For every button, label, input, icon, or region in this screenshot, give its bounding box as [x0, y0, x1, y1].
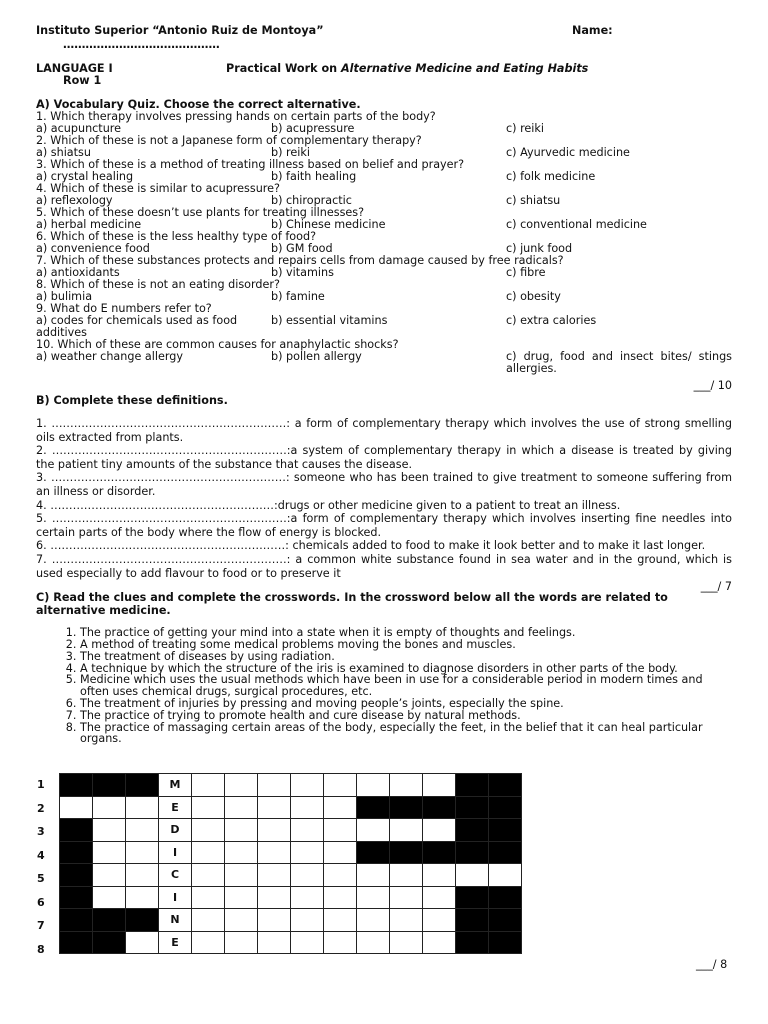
crossword-blocked-cell	[423, 796, 456, 819]
crossword-grid	[59, 773, 522, 954]
crossword-blocked-cell	[456, 796, 489, 819]
crossword-key-letter: E	[159, 931, 192, 954]
crossword-blocked-cell	[456, 909, 489, 932]
worksheet	[36, 24, 732, 745]
crossword-blocked-cell	[126, 909, 159, 932]
crossword-cell[interactable]	[390, 909, 423, 932]
option-c: c) junk food	[506, 242, 573, 255]
crossword-blocked-cell	[93, 909, 126, 932]
option-a: a) bulimia	[36, 290, 93, 303]
quiz-question: 3. Which of these is a method of treating illness based on belief and prayer?	[36, 158, 465, 171]
crossword-key-letter: M	[159, 774, 192, 797]
crossword-row	[60, 841, 522, 864]
option-b: b) reiki	[271, 146, 310, 159]
crossword-cell[interactable]	[93, 886, 126, 909]
quiz-question: 5. Which of these doesn’t use plants for treating illnesses?	[36, 206, 365, 219]
crossword-cell[interactable]	[291, 909, 324, 932]
crossword-cell[interactable]	[192, 886, 225, 909]
crossword-cell[interactable]	[291, 796, 324, 819]
crossword-blocked-cell	[423, 841, 456, 864]
crossword-blocked-cell	[456, 841, 489, 864]
crossword-cell[interactable]	[258, 819, 291, 842]
clue-item: 4. A technique by which the structure of the iris is examined to diagnose disorders in other parts of the body.	[80, 663, 732, 675]
option-c: c) folk medicine	[506, 170, 596, 183]
crossword-row	[60, 819, 522, 842]
crossword-cell[interactable]	[390, 931, 423, 954]
clue-item: 5. Medicine which uses the usual methods which have been in use for a considerable period in modern times and often uses chemical drugs, surgical procedures, etc.	[80, 674, 732, 698]
crossword-cell[interactable]	[93, 841, 126, 864]
option-a: a) acupuncture	[36, 122, 122, 135]
quiz-question: 8. Which of these is not an eating disorder?	[36, 278, 280, 291]
clue-item: 6. The treatment of injuries by pressing and moving people’s joints, especially the spine.	[80, 698, 732, 710]
section-b-score: ___/ 7	[700, 580, 732, 594]
crossword-blocked-cell	[456, 774, 489, 797]
clue-item: 8. The practice of massaging certain areas of the body, especially the feet, in the belief that it can heal particular organs.	[80, 722, 732, 746]
crossword-cell[interactable]	[357, 931, 390, 954]
crossword-row-number: 4	[37, 848, 45, 862]
crossword-blocked-cell	[456, 931, 489, 954]
crossword-cell[interactable]	[357, 774, 390, 797]
crossword-blocked-cell	[357, 841, 390, 864]
option-a: a) convenience food	[36, 242, 150, 255]
crossword-cell[interactable]	[390, 819, 423, 842]
definitions-list	[36, 417, 732, 580]
option-b: b) faith healing	[271, 170, 357, 183]
clue-list	[36, 627, 732, 745]
crossword-key-letter: E	[159, 796, 192, 819]
option-c: c) Ayurvedic medicine	[506, 146, 630, 159]
crossword-cell[interactable]	[324, 909, 357, 932]
crossword-blocked-cell	[60, 774, 93, 797]
course-name: LANGUAGE I	[36, 62, 113, 75]
option-b: b) famine	[271, 290, 325, 303]
name-line: ……………………………………	[63, 38, 220, 51]
crossword-cell[interactable]	[357, 909, 390, 932]
crossword-cell[interactable]	[93, 864, 126, 887]
option-c: c) obesity	[506, 290, 561, 303]
row-label: Row 1	[63, 74, 102, 87]
crossword-cell[interactable]	[126, 841, 159, 864]
crossword-blocked-cell	[126, 774, 159, 797]
definition-item: 7. ………………………………………………………: a common white substance found in sea water and in the ground, which is used especially to add flavour to food or to preserve it	[36, 552, 732, 580]
quiz-question: 7. Which of these substances protects and repairs cells from damage caused by free radicals?	[36, 254, 564, 267]
section-c-heading: C) Read the clues and complete the crosswords. In the crossword below all the words are related to alternative medicine.	[36, 591, 668, 618]
crossword-cell[interactable]	[291, 864, 324, 887]
option-b: b) essential vitamins	[271, 314, 388, 327]
crossword-key-letter: D	[159, 819, 192, 842]
crossword-cell[interactable]	[93, 796, 126, 819]
crossword-cell[interactable]	[192, 774, 225, 797]
option-a: a) crystal healing	[36, 170, 134, 183]
option-c: c) fibre	[506, 266, 546, 279]
option-c: c) shiatsu	[506, 194, 561, 207]
crossword-row	[60, 774, 522, 797]
crossword-cell[interactable]	[291, 886, 324, 909]
crossword-row-number: 1	[37, 778, 45, 791]
crossword-cell[interactable]	[390, 774, 423, 797]
crossword-blocked-cell	[357, 796, 390, 819]
definition-item: 6. ………………………………………………………: chemicals added to food to make it look better and to make it last longer.	[36, 539, 706, 553]
crossword-cell[interactable]	[258, 841, 291, 864]
option-b: b) vitamins	[271, 266, 334, 279]
crossword-row-number: 3	[37, 825, 45, 838]
crossword-cell[interactable]	[390, 864, 423, 887]
crossword-cell[interactable]	[423, 864, 456, 887]
definition-item: 5. ………………………………………………………:a form of complementary therapy which involves inserting fine needles into certain parts of the body where the flow of energy is blocked.	[36, 512, 732, 539]
option-a: a) shiatsu	[36, 146, 91, 159]
crossword-cell[interactable]	[324, 864, 357, 887]
page-title	[226, 62, 588, 75]
crossword-cell[interactable]	[93, 819, 126, 842]
crossword-key-letter: I	[159, 841, 192, 864]
quiz-list	[36, 111, 732, 375]
quiz-question: 4. Which of these is similar to acupressure?	[36, 182, 280, 195]
crossword-blocked-cell	[60, 841, 93, 864]
crossword-cell[interactable]	[192, 819, 225, 842]
crossword-cell[interactable]	[423, 931, 456, 954]
definition-item: 3. ………………………………………………………: someone who has been trained to give treatment to someone suffering from an illness or disorder.	[36, 471, 732, 498]
crossword-cell[interactable]	[192, 909, 225, 932]
crossword-cell[interactable]	[456, 864, 489, 887]
crossword-blocked-cell	[60, 931, 93, 954]
crossword-blocked-cell	[456, 886, 489, 909]
crossword-cell[interactable]	[423, 909, 456, 932]
header-line-2	[36, 62, 732, 74]
crossword-cell[interactable]	[258, 886, 291, 909]
crossword-blocked-cell	[489, 841, 522, 864]
crossword-blocked-cell	[60, 909, 93, 932]
crossword-cell[interactable]	[126, 864, 159, 887]
quiz-question: 6. Which of these is the less healthy type of food?	[36, 230, 317, 243]
quiz-question: 2. Which of these is not a Japanese form of complementary therapy?	[36, 134, 422, 147]
crossword-blocked-cell	[390, 796, 423, 819]
crossword-blocked-cell	[489, 796, 522, 819]
crossword-cell[interactable]	[489, 864, 522, 887]
crossword-cell[interactable]	[390, 886, 423, 909]
crossword-key-letter: C	[159, 864, 192, 887]
crossword-row	[60, 796, 522, 819]
name-label: Name:	[572, 24, 613, 37]
crossword-blocked-cell	[390, 841, 423, 864]
quiz-question: 10. Which of these are common causes for anaphylactic shocks?	[36, 338, 399, 351]
crossword-cell[interactable]	[258, 796, 291, 819]
crossword-cell[interactable]	[357, 864, 390, 887]
crossword-key-letter: N	[159, 909, 192, 932]
crossword-cell[interactable]	[126, 819, 159, 842]
crossword-cell[interactable]	[324, 841, 357, 864]
title-prefix: Practical Work on	[226, 62, 342, 75]
option-a: a) antioxidants	[36, 266, 120, 279]
crossword-cell[interactable]	[225, 819, 258, 842]
title-topic: Alternative Medicine and Eating Habits	[341, 62, 589, 75]
crossword-cell[interactable]	[423, 819, 456, 842]
crossword-cell[interactable]	[192, 931, 225, 954]
crossword-blocked-cell	[489, 931, 522, 954]
crossword-cell[interactable]	[60, 796, 93, 819]
crossword-row-number: 5	[37, 872, 45, 885]
crossword-cell[interactable]	[258, 864, 291, 887]
quiz-question: 1. Which therapy involves pressing hands on certain parts of the body?	[36, 110, 436, 123]
crossword-cell[interactable]	[357, 886, 390, 909]
option-c: c) extra calories	[506, 314, 597, 327]
crossword-cell[interactable]	[225, 774, 258, 797]
crossword-blocked-cell	[456, 819, 489, 842]
crossword-cell[interactable]	[126, 796, 159, 819]
section-a-score: ___/ 10	[693, 379, 732, 392]
option-b: b) GM food	[271, 242, 333, 255]
crossword-blocked-cell	[489, 819, 522, 842]
crossword-row	[60, 909, 522, 932]
option-c: c) reiki	[506, 122, 545, 135]
option-c: c) conventional medicine	[506, 218, 647, 231]
crossword-cell[interactable]	[291, 931, 324, 954]
header-line-1	[36, 24, 732, 38]
section-c-score: ___/ 8	[696, 958, 728, 971]
crossword-cell[interactable]	[192, 864, 225, 887]
crossword-cell[interactable]	[291, 819, 324, 842]
crossword-cell[interactable]	[423, 886, 456, 909]
crossword-blocked-cell	[60, 864, 93, 887]
option-b: b) acupressure	[271, 122, 355, 135]
institute-name: Instituto Superior “Antonio Ruiz de Montoya”	[36, 24, 324, 37]
crossword-blocked-cell	[489, 774, 522, 797]
crossword-cell[interactable]	[324, 819, 357, 842]
crossword-cell[interactable]	[324, 796, 357, 819]
option-a: a) weather change allergy	[36, 350, 183, 363]
crossword-blocked-cell	[93, 931, 126, 954]
crossword-cell[interactable]	[192, 796, 225, 819]
crossword-cell[interactable]	[258, 931, 291, 954]
crossword-cell[interactable]	[225, 796, 258, 819]
crossword-cell[interactable]	[258, 774, 291, 797]
quiz-options	[36, 315, 732, 339]
crossword-cell[interactable]	[225, 841, 258, 864]
crossword-row-number: 6	[37, 895, 45, 909]
crossword-row	[60, 931, 522, 954]
crossword-cell[interactable]	[291, 841, 324, 864]
crossword-blocked-cell	[60, 819, 93, 842]
crossword-blocked-cell	[60, 886, 93, 909]
crossword-cell[interactable]	[324, 931, 357, 954]
quiz-question: 9. What do E numbers refer to?	[36, 302, 212, 315]
option-a: a) reflexology	[36, 194, 113, 207]
option-a: a) herbal medicine	[36, 218, 142, 231]
crossword-cell[interactable]	[291, 774, 324, 797]
crossword-key-letter: I	[159, 886, 192, 909]
crossword-cell[interactable]	[126, 931, 159, 954]
crossword-blocked-cell	[489, 909, 522, 932]
quiz-options	[36, 351, 732, 375]
section-b-heading: B) Complete these definitions.	[36, 394, 228, 407]
crossword-cell[interactable]	[225, 864, 258, 887]
crossword-cell[interactable]	[225, 931, 258, 954]
crossword-cell[interactable]	[324, 774, 357, 797]
clue-item: 2. A method of treating some medical problems moving the bones and muscles.	[80, 639, 732, 651]
crossword-row	[60, 864, 522, 887]
clue-item: 7. The practice of trying to promote health and cure disease by natural methods.	[80, 710, 732, 722]
crossword-row	[60, 886, 522, 909]
crossword-row-number: 8	[37, 942, 45, 956]
crossword-blocked-cell	[93, 774, 126, 797]
definition-item: 4. ……………………………………………………:drugs or other medicine given to a patient to treat an illness.	[36, 498, 621, 512]
crossword-cell[interactable]	[126, 886, 159, 909]
crossword-cell[interactable]	[258, 909, 291, 932]
clue-item: 1. The practice of getting your mind into a state when it is empty of thoughts and feelings.	[80, 627, 732, 639]
definition-item: 2. ………………………………………………………:a system of complementary therapy in which a disease is treated by giving the patient tiny amounts of the substance that causes the disease.	[36, 444, 732, 471]
option-a: a) codes for chemicals used as food additives	[36, 314, 238, 339]
option-b: b) chiropractic	[271, 194, 352, 207]
crossword-row-number: 7	[37, 919, 45, 932]
crossword-cell[interactable]	[324, 886, 357, 909]
section-a-heading: A) Vocabulary Quiz. Choose the correct alternative.	[36, 98, 361, 111]
definition-item: 1. ………………………………………………………: a form of complementary therapy which involves the use of strong smelling oils extracted from plants.	[36, 417, 732, 444]
crossword-cell[interactable]	[225, 886, 258, 909]
crossword-cell[interactable]	[192, 841, 225, 864]
option-b: b) pollen allergy	[271, 350, 362, 363]
crossword-blocked-cell	[489, 886, 522, 909]
crossword-cell[interactable]	[423, 774, 456, 797]
option-c: c) drug, food and insect bites/ stings allergies.	[506, 350, 732, 375]
crossword-cell[interactable]	[225, 909, 258, 932]
crossword-cell[interactable]	[357, 819, 390, 842]
crossword-row-number: 2	[37, 801, 45, 815]
option-b: b) Chinese medicine	[271, 218, 386, 231]
clue-item: 3. The treatment of diseases by using radiation.	[80, 651, 732, 663]
